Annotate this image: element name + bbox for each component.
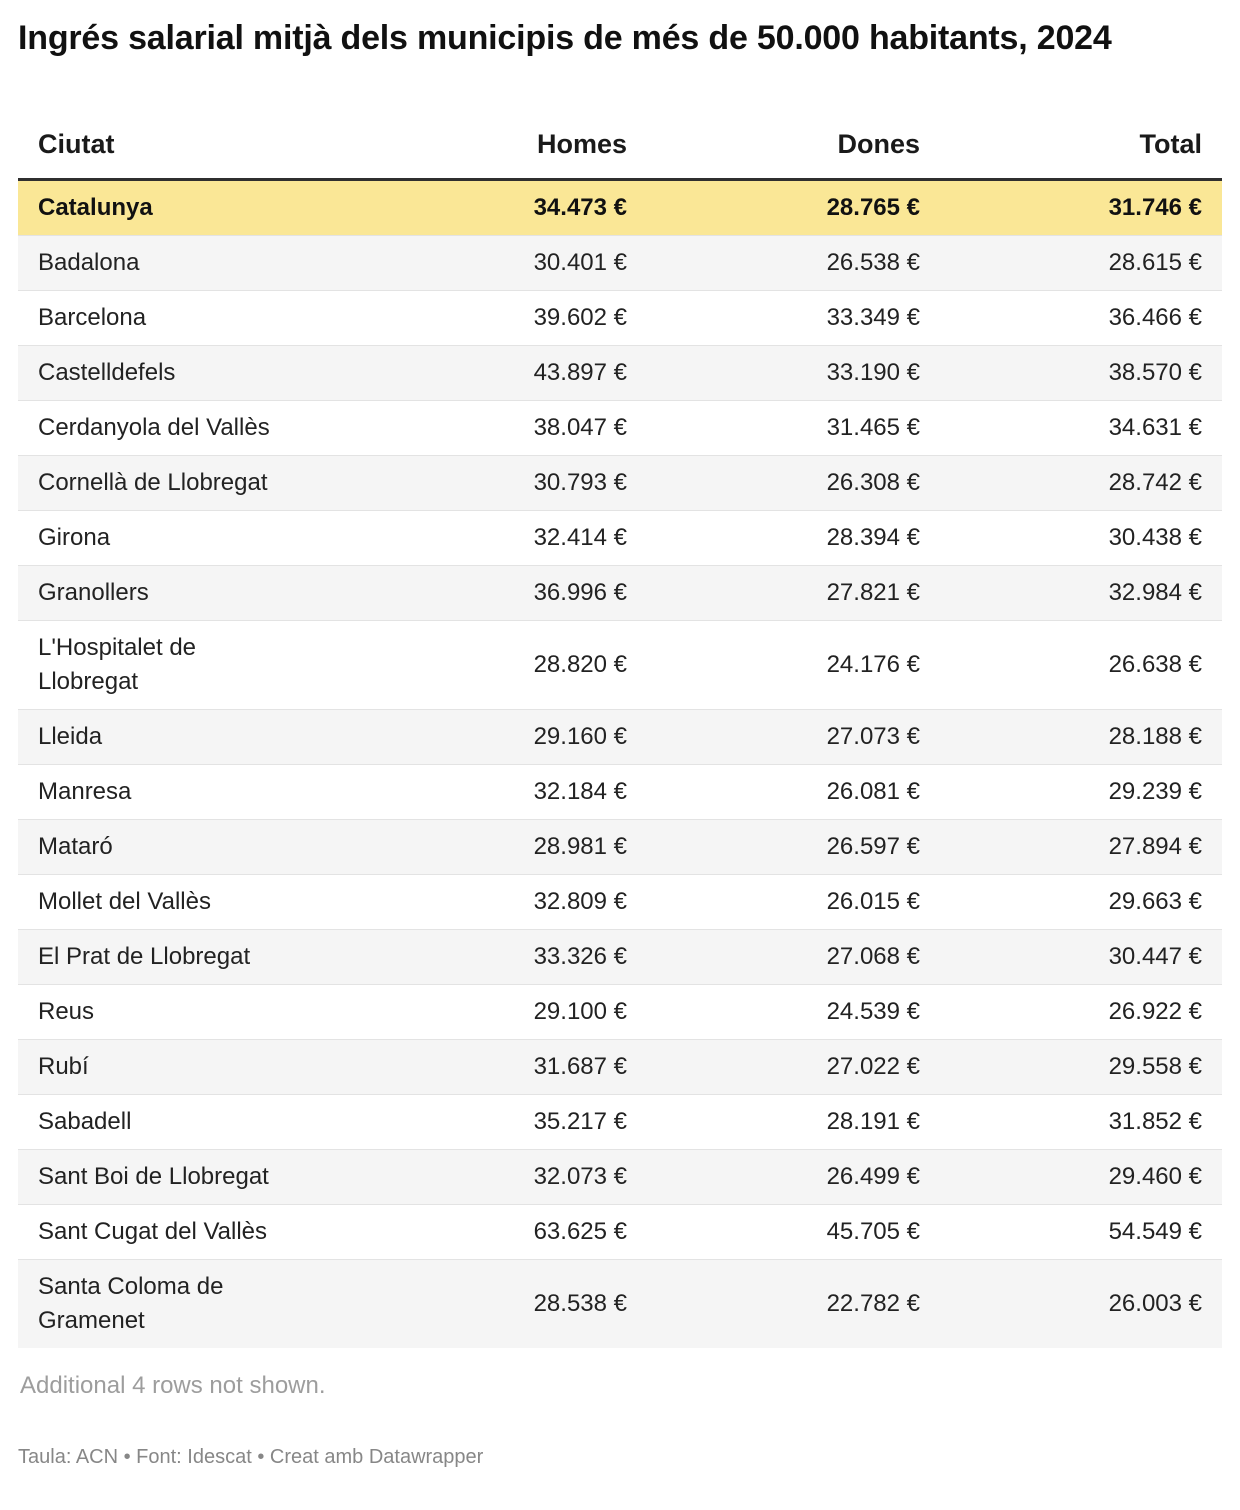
table-row [18,875,1222,930]
city-cell: Sant Boi de Llobregat [38,1163,269,1190]
dones-cell: 27.821 € [826,579,920,606]
salary-table [18,114,1222,1348]
table-row [18,985,1222,1040]
homes-cell: 33.326 € [533,943,627,970]
column-header-dones: Dones [647,114,940,180]
total-cell: 36.466 € [1108,304,1202,331]
homes-cell: 32.809 € [533,888,627,915]
dones-cell: 45.705 € [826,1218,920,1245]
table-row [18,710,1222,765]
homes-cell: 32.184 € [533,778,627,805]
homes-cell: 34.473 € [533,194,627,221]
total-cell: 29.239 € [1108,778,1202,805]
total-cell: 29.460 € [1108,1163,1202,1190]
table-row [18,930,1222,985]
dones-cell: 33.190 € [826,359,920,386]
chart-title: Ingrés salarial mitjà dels municipis de més de 50.000 habitants, 2024 [18,19,1112,57]
total-cell: 31.852 € [1108,1108,1202,1135]
city-cell: Catalunya [38,194,153,221]
table-row [18,401,1222,456]
table-row [18,236,1222,291]
city-cell: Sabadell [38,1108,132,1135]
table-row [18,621,1222,710]
homes-cell: 30.401 € [533,249,627,276]
homes-cell: 28.820 € [533,651,627,678]
column-header-total: Total [940,114,1222,180]
table-row [18,1260,1222,1349]
dones-cell: 26.538 € [826,249,920,276]
table-row [18,820,1222,875]
homes-cell: 32.073 € [533,1163,627,1190]
rows-not-shown-note: Additional 4 rows not shown. [20,1372,326,1399]
total-cell: 38.570 € [1108,359,1202,386]
total-cell: 30.438 € [1108,524,1202,551]
city-cell: Sant Cugat del Vallès [38,1218,268,1245]
column-header-ciutat: Ciutat [18,114,318,180]
total-cell: 29.558 € [1108,1053,1202,1080]
total-cell: 28.742 € [1108,469,1202,496]
city-cell: Cornellà de Llobregat [38,469,268,496]
dones-cell: 27.022 € [826,1053,920,1080]
city-cell: Castelldefels [38,359,176,386]
homes-cell: 28.981 € [533,833,627,860]
city-cell: Santa Coloma de Gramenet [38,1273,224,1334]
homes-cell: 35.217 € [533,1108,627,1135]
table-row [18,456,1222,511]
city-cell: Reus [38,998,95,1025]
total-cell: 28.188 € [1108,723,1202,750]
column-header-homes: Homes [318,114,647,180]
homes-cell: 36.996 € [533,579,627,606]
total-cell: 26.003 € [1108,1290,1202,1317]
table-row [18,1095,1222,1150]
homes-cell: 32.414 € [533,524,627,551]
homes-cell: 38.047 € [533,414,627,441]
table-row [18,291,1222,346]
homes-cell: 29.160 € [533,723,627,750]
dones-cell: 26.308 € [826,469,920,496]
total-cell: 27.894 € [1108,833,1202,860]
city-cell: Lleida [38,723,103,750]
dones-cell: 24.176 € [826,651,920,678]
homes-cell: 31.687 € [533,1053,627,1080]
dones-cell: 28.765 € [826,194,920,221]
total-cell: 28.615 € [1108,249,1202,276]
total-cell: 29.663 € [1108,888,1202,915]
city-cell: Girona [38,524,111,551]
dones-cell: 27.068 € [826,943,920,970]
city-cell: El Prat de Llobregat [38,943,251,970]
total-cell: 26.922 € [1108,998,1202,1025]
homes-cell: 43.897 € [533,359,627,386]
header-row [18,114,1222,180]
attribution-caption: Taula: ACN • Font: Idescat • Creat amb Datawrapper [18,1446,484,1468]
dones-cell: 24.539 € [826,998,920,1025]
city-cell: Badalona [38,249,140,276]
total-cell: 30.447 € [1108,943,1202,970]
homes-cell: 30.793 € [533,469,627,496]
dones-cell: 28.394 € [826,524,920,551]
city-cell: Rubí [38,1053,89,1080]
total-cell: 26.638 € [1108,651,1202,678]
dones-cell: 26.499 € [826,1163,920,1190]
city-cell: Barcelona [38,304,147,331]
dones-cell: 33.349 € [826,304,920,331]
total-cell: 54.549 € [1108,1218,1202,1245]
total-cell: 31.746 € [1108,194,1202,221]
table-row [18,1205,1222,1260]
homes-cell: 63.625 € [533,1218,627,1245]
city-cell: Mataró [38,833,113,860]
dones-cell: 26.015 € [826,888,920,915]
table-row [18,1150,1222,1205]
table-row [18,566,1222,621]
table-row [18,346,1222,401]
table-row [18,511,1222,566]
homes-cell: 29.100 € [533,998,627,1025]
homes-cell: 39.602 € [533,304,627,331]
dones-cell: 31.465 € [826,414,920,441]
city-cell: Mollet del Vallès [38,888,211,915]
dones-cell: 22.782 € [826,1290,920,1317]
dones-cell: 26.597 € [826,833,920,860]
homes-cell: 28.538 € [533,1290,627,1317]
dones-cell: 28.191 € [826,1108,920,1135]
total-cell: 34.631 € [1108,414,1202,441]
city-cell: L'Hospitalet de Llobregat [38,634,197,695]
city-cell: Manresa [38,778,132,805]
table-row [18,1040,1222,1095]
table-row-catalunya-highlight [18,180,1222,236]
total-cell: 32.984 € [1108,579,1202,606]
dones-cell: 27.073 € [826,723,920,750]
dones-cell: 26.081 € [826,778,920,805]
table-row [18,765,1222,820]
city-cell: Cerdanyola del Vallès [38,414,270,441]
city-cell: Granollers [38,579,149,606]
